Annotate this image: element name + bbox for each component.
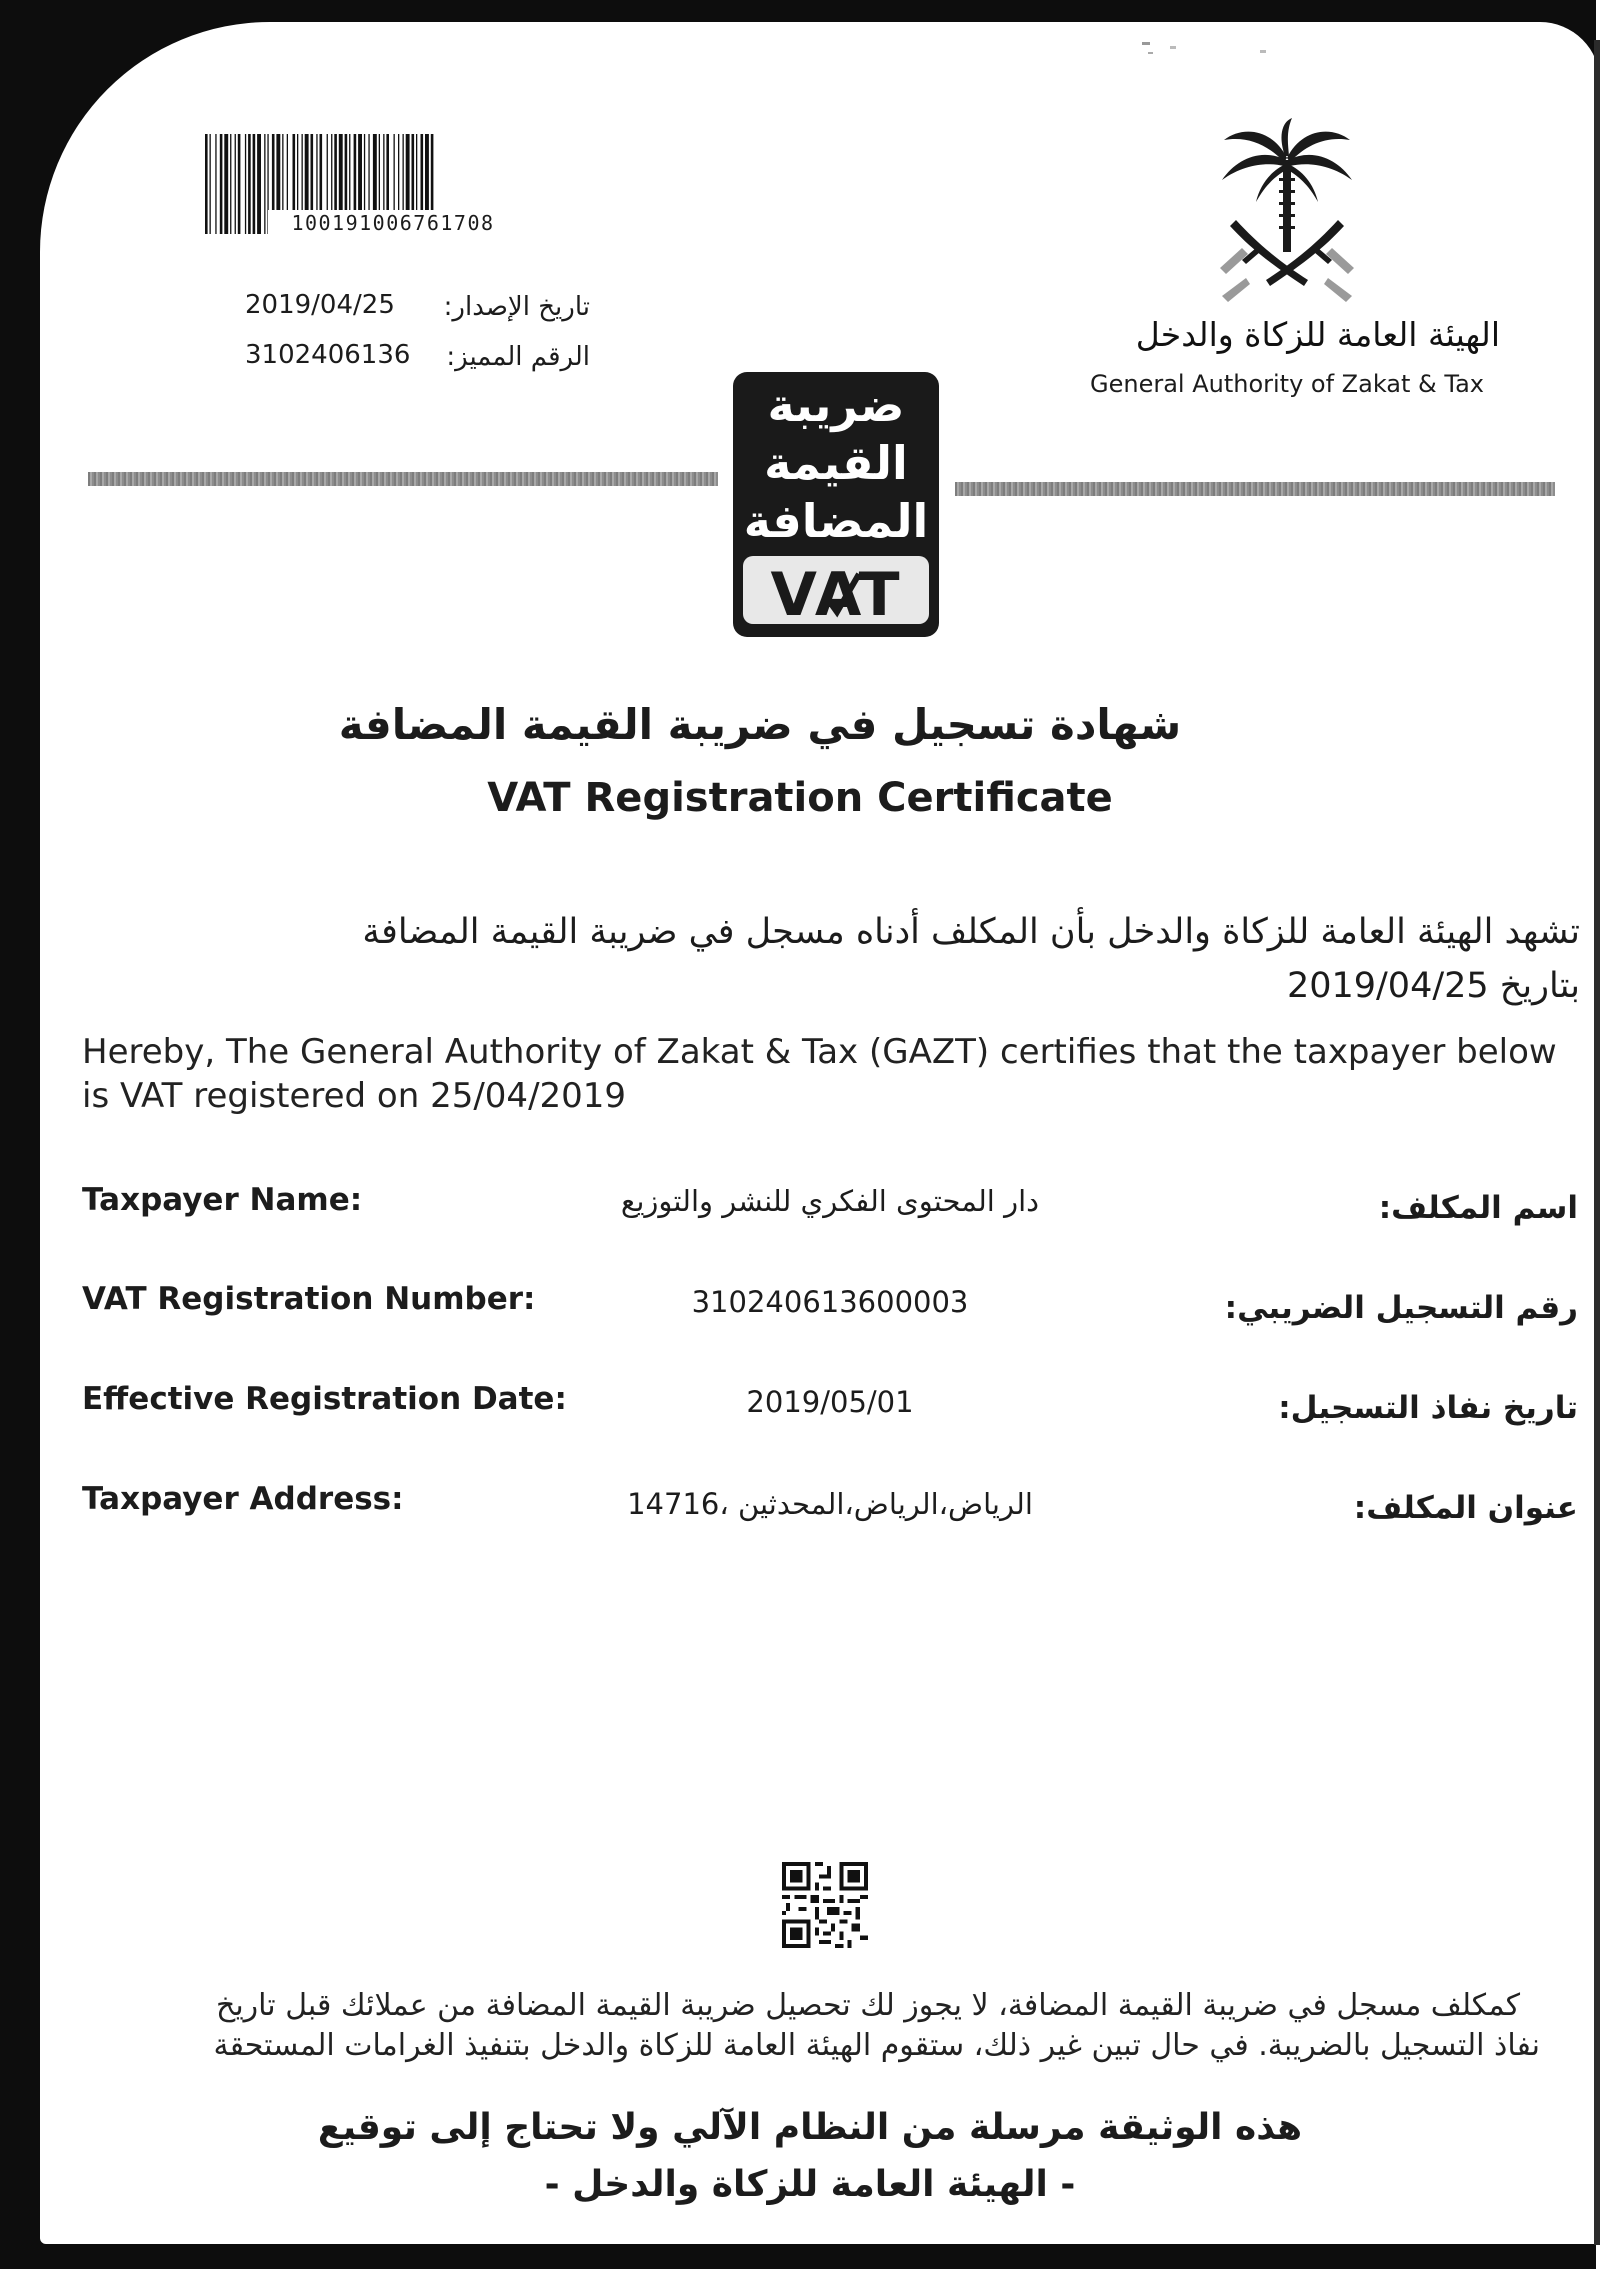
taxpayer-address-value: الرياض،الرياض،المحدثين ،14716 bbox=[627, 1487, 1033, 1521]
taxpayer-name-label-arabic: اسم المكلف: bbox=[1378, 1190, 1578, 1226]
vat-logo-arabic-line-3: المضافة bbox=[743, 494, 929, 548]
vat-number-value: 310240613600003 bbox=[691, 1285, 969, 1319]
vat-logo-english: VAT bbox=[770, 560, 902, 630]
header-rule-right bbox=[955, 482, 1555, 496]
vat-number-label-arabic: رقم التسجيل الضريبي: bbox=[1224, 1290, 1578, 1326]
effective-date-label: Effective Registration Date: bbox=[82, 1381, 567, 1417]
qr-code-icon bbox=[782, 1862, 868, 1948]
distinct-number-label: الرقم المميز: bbox=[446, 342, 590, 372]
taxpayer-address-label: Taxpayer Address: bbox=[82, 1481, 404, 1517]
header-rule-left bbox=[88, 472, 718, 486]
vat-number-label: VAT Registration Number: bbox=[82, 1281, 536, 1317]
scan-right-margin bbox=[1596, 0, 1624, 2269]
distinct-number-value: 3102406136 bbox=[245, 340, 411, 370]
vat-logo-arabic-line-1: ضريبة bbox=[767, 378, 905, 432]
vat-logo-english-box bbox=[743, 556, 929, 630]
vat-logo-arabic-line-2: القيمة bbox=[764, 436, 908, 490]
authority-name-arabic: الهيئة العامة للزكاة والدخل bbox=[1135, 315, 1500, 354]
statement-english: Hereby, The General Authority of Zakat & Tax (GAZT) certifies that the taxpayer below is VAT registered on 25/04/2019 bbox=[82, 1032, 1557, 1116]
certificate-title-arabic: شهادة تسجيل في ضريبة القيمة المضافة bbox=[338, 700, 1182, 749]
scan-specks bbox=[1140, 36, 1280, 66]
footer-system-notice: هذه الوثيقة مرسلة من النظام الآلي ولا تحتاج إلى توقيع bbox=[317, 2107, 1303, 2148]
checkmark-icon bbox=[823, 568, 863, 618]
issue-date-value: 2019/04/25 bbox=[245, 290, 395, 320]
effective-date-value: 2019/05/01 bbox=[746, 1385, 914, 1419]
taxpayer-name-value: دار المحتوى الفكري للنشر والتوزيع bbox=[620, 1184, 1040, 1218]
issue-date-label: تاريخ الإصدار: bbox=[443, 292, 590, 322]
palm-swords-logo-icon bbox=[1212, 118, 1362, 303]
certificate-title-english: VAT Registration Certificate bbox=[487, 775, 1113, 821]
taxpayer-name-label: Taxpayer Name: bbox=[82, 1182, 363, 1218]
statement-arabic-line-2: بتاريخ 2019/04/25 bbox=[1286, 966, 1580, 1006]
authority-name-english: General Authority of Zakat & Tax bbox=[1090, 370, 1484, 398]
notice-line-2: نفاذ التسجيل بالضريبة. في حال تبين غير ذلك، ستقوم الهيئة العامة للزكاة والدخل بتنفيذ الغرامات المستحقة bbox=[213, 2028, 1540, 2063]
scan-right-edge bbox=[1594, 40, 1600, 2245]
vat-logo-icon bbox=[733, 372, 939, 637]
notice-line-1: كمكلف مسجل في ضريبة القيمة المضافة، لا يجوز لك تحصيل ضريبة القيمة المضافة من عملائك قبل تاريخ bbox=[215, 1988, 1520, 2023]
taxpayer-address-label-arabic: عنوان المكلف: bbox=[1353, 1490, 1578, 1526]
barcode-number: 100191006761708 bbox=[268, 210, 518, 236]
statement-arabic-line-1: تشهد الهيئة العامة للزكاة والدخل بأن المكلف أدناه مسجل في ضريبة القيمة المضافة bbox=[362, 912, 1580, 952]
effective-date-label-arabic: تاريخ نفاذ التسجيل: bbox=[1278, 1390, 1578, 1426]
footer-authority: - الهيئة العامة للزكاة والدخل - bbox=[544, 2164, 1076, 2205]
